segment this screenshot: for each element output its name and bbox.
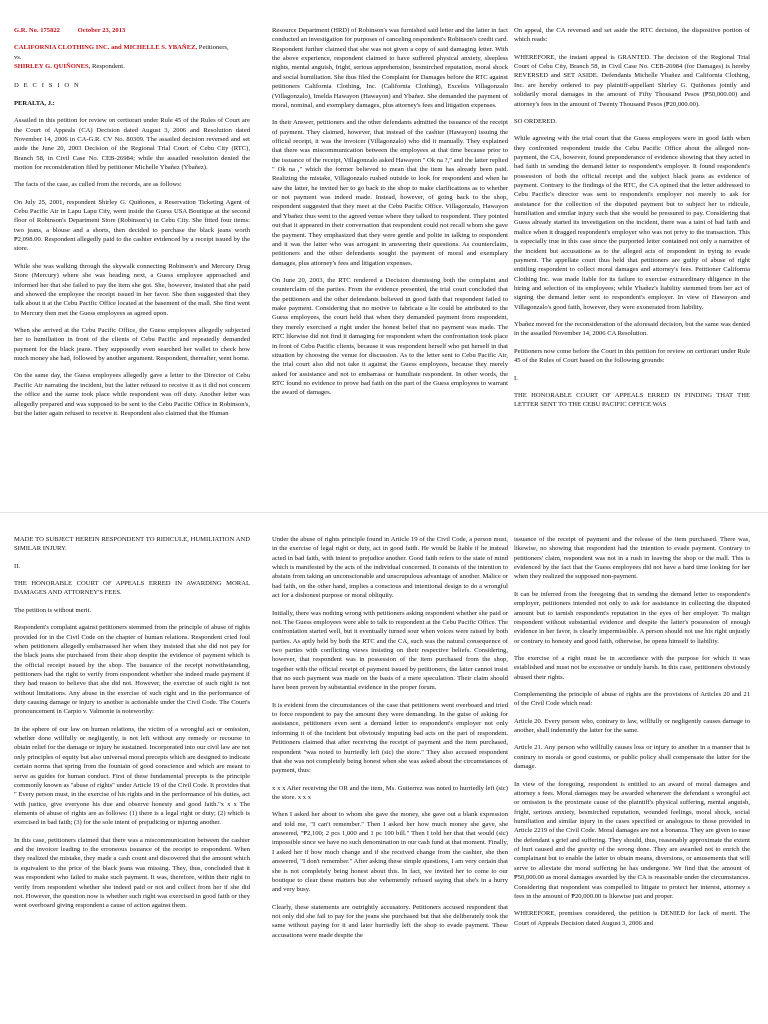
paragraph: In view of the foregoing, respondent is entitled to an award of moral damages and attorney s fees. Moral damages may be awarded whenever the defendant s wrongful act or omission is the proximate cause of the plaintiff's physical suffering, mental anguish, fright, serious anxiety, besmirched reputation, wounded feelings, moral shock, social humiliation and similar injury in the cases specified or analogous to those provided in Article 2219 of the Civil Code. Moral damages are not a bonanza. They are given to ease the defendant s grief and suffering. They should, thus, reasonably approximate the extent of hurt caused and the gravity of the wrong done. They are awarded not to enrich the complainant but to enable the latter to obtain means, diversions, or amusements that will serve to alleviate the moral suffering he has undergone. We find that the amount of ₱50,000.00 as moral damages awarded by the CA is reasonable under the circumstances. Considering that respondent was compelled to litigate to protect her interest, attorney s fees in the amount of ₱20,000.00 is likewise just and proper. [514, 780, 750, 900]
paragraph: Ybañez moved for the reconsideration of the aforesaid decision, but the same was denied in the assailed November 14, 2006 CA Resolution. [514, 321, 750, 338]
paragraph: Under the abuse of rights principle found in Article 19 of the Civil Code, a person must, in the exercise of legal right or duty, act in good faith. He would be liable if he instead acted in bad faith, with intent to prejudice another. Good faith refers to the state of mind which is manifested by the acts of the individual concerned. It consists of the intention to abstain from taking an unconscionable and unscrupulous advantage of another. Malice or bad faith, on the other hand, implies a conscious and intentional design to do a wrongful act for a dishonest purpose or moral obliquity. [272, 536, 508, 600]
page1-column-2 [272, 26, 508, 406]
ponente: PERALTA, J.: [14, 99, 55, 107]
quoted-letter: When I asked her about to whom she gave the money, she gave out a blank expression and told me, "I can't remember." Then I asked her how much money she gave, she answered, "₱2,100; 2 pcs 1,000 and 1 pc 100 bill." Then I told her that that would (sic) impossible since we have no such denomination in our cash fund at that moment. Finally, I asked her if how much change and if she received change from the cashier, she then answered, "I don't remember." After asking these simple questions, I am very certain that she is not completely being honest about this. In fact, we invited her to come to our boutique to clear these matters but she vehemently refused saying that she's in a hurry and very busy. [272, 811, 508, 894]
case-header [14, 26, 250, 35]
quoted-article-20: Article 20. Every person who, contrary to law, willfully or negligently causes damage to another, shall indemnify the latter for the same. [514, 717, 750, 735]
paragraph: It is evident from the circumstances of the case that petitioners went overboard and tried to force respondent to pay the amount they were demanding. In the guise of asking for assistance, petitioners even sent a demand letter to respondent's employer not only informing it of the incident but obviously imputing bad acts on the part of respondent. Petitioners claimed that after receiving the receipt of payment and the item purchased, respondent "was noted to hurriedly left (sic) the store." They also accused respondent that she was not completely being honest when she was asked about the circumstances of payment, thus: [272, 701, 508, 775]
paragraph: The facts of the case, as culled from the records, are as follows: [14, 181, 182, 189]
paragraph: Initially, there was nothing wrong with petitioners asking respondent whether she paid or not. The Guess employees were able to talk to respondent at the Cebu Pacific Office. The confrontation started well, but it eventually turned sour when voices were raised by both parties. As aptly held by both the RTC and the CA, such was the natural consequence of two parties with conflicting views insisting on their respective beliefs. Considering, however, that respondent was in possession of the item purchased from the shop, together with the official receipt of payment issued by petitioners, the latter cannot insist that no such payment was made on the basis of a mere speculation. Their claim should have been proven by substantial evidence in the proper forum. [272, 609, 508, 692]
ground-text: THE HONORABLE COURT OF APPEALS ERRED IN FINDING THAT THE LETTER SENT TO THE CEBU PACIFIC OFFICE WAS [514, 391, 750, 409]
quoted-article-21: Article 21. Any person who willfully causes loss or injury to another in a manner that is contrary to morals or good customs, or public policy shall compensate the latter for the damage. [514, 744, 750, 771]
paragraph: The petition is without merit. [14, 606, 92, 614]
case-parties [14, 43, 250, 71]
paragraph: It can be inferred from the foregoing that in sending the demand letter to respondent's employer, petitioners intended not only to ask for assistance in collecting the disputed amount but to tarnish respondent's reputation in the eyes of her employer. To malign respondent without substantial evidence and despite the latter's possession of enough evidence in her favor, is clearly impermissible. A person should not use his right unjustly or contrary to honesty and good faith, otherwise, he opens himself to liability. [514, 590, 750, 645]
decision-label: D E C I S I O N [14, 82, 81, 90]
page2-column-1 [14, 535, 250, 919]
paragraph: In this case, petitioners claimed that there was a miscommunication between the cashier and the invoicer leading to the erroneous issuance of the receipt to respondent. When they realized the mistake, they made a cash count and discovered that the amount which is equivalent to the price of the black jeans was missing. They, thus, concluded that it was respondent who failed to make such payment. It was, therefore, within their right to verify from respondent whether she indeed paid or not and collect from her if she did not. However, the question now is whether such right was exercised in good faith or they went overboard giving respondent a cause of action against them. [14, 836, 250, 910]
petitioners-suffix: Petitioners, [198, 44, 229, 52]
paragraph: While agreeing with the trial court that the Guess employees were in good faith when they confronted respondent inside the Cebu Pacific Office about the alleged non-payment, the CA, however, found preponderance of evidence showing that they acted in bad faith in sending the demand letter to respondent's employer. It found respondent's possession of both the official receipt and the subject black jeans as evidence of payment. Contrary to the findings of the RTC, the CA opined that the letter addressed to Cebu Pacific's director was sent to respondent's employer not merely to ask for assistance for the collection of the disputed payment but to subject her to ridicule, humiliation and similar injury such that she would be pressured to pay. Considering that Guess already started its investigation on the incident, there was a taint of bad faith and malice when it dragged respondent's employer who was not privy to the transaction. This is especially true in this case since the purported letter contained not only a narrative of the incident but accusations as to the alleged acts of respondent in trying to evade payment. The appellate court thus held that petitioners are guilty of abuse of right entitling respondent to collect moral damages and attorney's fees. Petitioner California Clothing Inc. was made liable for its failure to exercise extraordinary diligence in the hiring and selection of its employees; while Ybañez's liability stemmed from her act of signing the demand letter sent to respondent's employer. In view of Hawayon and Villagonzalo's good faith, however, they were exonerated from liability. [514, 135, 750, 311]
ground-text: MADE TO SUBJECT HEREIN RESPONDENT TO RIDICULE, HUMILIATION AND SIMILAR INJURY. [14, 536, 250, 553]
paragraph: WHEREFORE, premises considered, the petition is DENIED for lack of merit. The Court of Appeals Decision dated August 3, 2006 and [514, 910, 750, 927]
paragraph: Assailed in this petition for review on certiorari under Rule 45 of the Rules of Court are the Court of Appeals (CA) Decision dated August 3, 2006 and Resolution dated November 14, 2006 in CA-G.R. CV No. 80309. The assailed decision reversed and set aside the June 20, 2003 Decision of the Regional Trial Court of Cebu City (RTC), Branch 58, in Civil Case No. CEB-26984; while the assailed resolution denied the motion for reconsideration filed by petitioner Michelle Ybañez (Ybañez). [14, 117, 250, 171]
respondent-suffix: Respondent. [92, 63, 125, 71]
ground-text: THE HONORABLE COURT OF APPEALS ERRED IN AWARDING MORAL DAMAGES AND ATTORNEY'S FEES. [14, 580, 250, 597]
page1-column-3 [514, 26, 750, 418]
paragraph: Complementing the principle of abuse of rights are the provisions of Articles 20 and 21 of the Civil Code which read: [514, 691, 750, 708]
quoted-letter: x x x After receiving the OR and the item, Ms. Gutierrez was noted to hurriedly left (sic) the store. x x x [272, 784, 508, 801]
paragraph: Clearly, these statements are outrightly accusatory. Petitioners accused respondent that not only did she fail to pay for the jeans she purchased but that she deliberately took the same without paying for it and later hurriedly left the shop to evade payment. These accusations were made despite the [272, 903, 508, 939]
ground-number: II. [14, 562, 21, 570]
paragraph: Petitioners now come before the Court in this petition for review on certiorari under Rule 45 of the Rules of Court based on the following grounds: [514, 347, 750, 365]
quoted-carpio: In the sphere of our law on human relations, the victim of a wrongful act or omission, whether done willfully or negligently, is not left without any remedy or recourse to obtain relief for the damage or injury he sustained. Incorporated into our civil law are not only principles of equity but also universal moral precepts which are designed to indicate certain norms that spring from the fountain of good conscience and which are meant to serve as guides for human conduct. First of these fundamental precepts is the principle commonly known as "abuse of rights" under Article 19 of the Civil Code. It provides that " Every person must, in the exercise of his rights and in the performance of his duties, act with justice, give everyone his due and observe honesty and good faith."x x x The elements of abuse of rights are as follows: (1) there is a legal right or duty; (2) which is exercised in bad faith; (3) for the sole intent of prejudicing or injuring another. [14, 725, 250, 827]
paragraph: When she arrived at the Cebu Pacific Office, the Guess employees allegedly subjected her to humiliation in front of the clients of Cebu Pacific and repeatedly demanded payment for the black jeans. They supposedly even searched her wallet to check how much money she had, followed by another argument. Respondent, thereafter, went home. [14, 326, 250, 363]
page2-column-2 [272, 535, 508, 948]
ground-number: I. [514, 374, 518, 382]
paragraph: In their Answer, petitioners and the other defendants admitted the issuance of the receipt of payment. They claimed, however, that instead of the cashier (Hawayon) issuing the official receipt, it was the invoicer (Villagonzalo) who did it manually. They explained that there was miscommunication between the employees at that time because prior to the issuance of the receipt, Villagonzalo asked Hawayon " Ok na ?," and the latter replied " Ok na ," which the former believed to mean that the item has already been paid. Realizing the mistake, Villagonzalo rushed outside to look for respondent and when he saw the latter, he invited her to go back to the shop to make clarifications as to whether or not payment was indeed made. Instead, however, of going back to the shop, respondent suggested that they meet at the Cebu Pacific Office. Villagonzalo, Hawayon and Ybañez thus went to the agreed venue where they talked to respondent. They pointed out that it appeared in their conversation that respondent could not recall whom she gave the payment. They emphasized that they were gentle and polite in talking to respondent and it was the latter who was arrogant in answering their questions. As counterclaim, petitioners and the other defendants sought the payment of moral and exemplary damages, plus attorney's fees and litigation expenses. [272, 119, 508, 267]
case-number: G.R. No. 175822 [14, 27, 60, 34]
paragraph: On June 20, 2003, the RTC rendered a Decision dismissing both the complaint and counterclaim of the parties. From the evidence presented, the trial court concluded that the petitioners and the other defendants believed in good faith that respondent failed to make payment. Considering that no motive to fabricate a lie could be attributed to the Guess employees, the court held that when they demanded payment from respondent, they merely exercised a right under the honest belief that no payment was made. The RTC likewise did not find it damaging for respondent when the confrontation took place in front of Cebu Pacific clients, because it was respondent herself who put herself in that situation by choosing the venue for discussion. As to the letter sent to Cebu Pacific Air, the trial court also did not take it against the Guess employees, because they merely asked for assistance and not to embarrass or humiliate respondent. In other words, the RTC found no evidence to prove bad faith on the part of the Guess employees to warrant the award of damages. [272, 276, 508, 397]
paragraph: On July 25, 2001, respondent Shirley G. Quiñones, a Reservation Ticketing Agent of Cebu Pacific Air in Lapu Lapu City, went inside the Guess USA Boutique at the second floor of Robinson's Department Store (Robinson's) in Cebu City. She fitted four items: two jeans, a blouse and a shorts, then decided to purchase the black jeans worth ₱2,098.00. Respondent allegedly paid to the cashier evidenced by a receipt issued by the store. [14, 198, 250, 253]
paragraph: On appeal, the CA reversed and set aside the RTC decision, the dispositive portion of which reads: [514, 27, 750, 44]
paragraph: The exercise of a right must be in accordance with the purpose for which it was established and must not be excessive or unduly harsh. In this case, petitioners obviously abused their rights. [514, 654, 750, 681]
petitioners-name: CALIFORNIA CLOTHING INC. and MICHELLE S. YBAÑEZ, [14, 44, 198, 52]
versus-label: vs. [14, 53, 22, 61]
quoted-so-ordered: SO ORDERED. [514, 117, 557, 125]
paragraph: Resource Department (HRD) of Robinson's was furnished said letter and the latter in fact conducted an investigation for purposes of canceling respondent's Robinson's credit card. Respondent further claimed that she was not given a copy of said damaging letter. With the above experience, respondent claimed to have suffered physical anxiety, sleepless nights, mental anguish, fright, serious apprehension, besmirched reputation, moral shock and social humiliation. She thus filed the Complaint for Damages before the RTC against petitioners California Clothing, Inc. (California Clothing), Excelsis Villagonzalo (Villagonzalo), Imelda Hawayon (Hawayon) and Ybañez. She demanded the payment of moral, nominal, and exemplary damages, plus attorney's fees and litigation expenses. [272, 27, 508, 109]
document-page-2 [0, 512, 768, 1024]
page2-column-3 [514, 535, 750, 936]
paragraph: issuance of the receipt of payment and the release of the item purchased. There was, likewise, no showing that respondent had the intention to evade payment. Contrary to petitioners' claim, respondent was not in a rush in leaving the shop or the mall. This is evidenced by the fact that the Guess employees did not have a hard time looking for her when they realized the supposed non-payment. [514, 536, 750, 581]
respondent-name: SHIRLEY G. QUIÑONES, [14, 63, 91, 71]
case-date: October 23, 2013 [77, 27, 126, 34]
paragraph: Respondent's complaint against petitioners stemmed from the principle of abuse of rights provided for in the Civil Code on the chapter of human relations. Respondent cried foul when petitioners allegedly embarrassed her when they insisted that she did not pay for the black jeans she purchased from their shop despite the evidence of payment which is the official receipt issued by the shop. The issuance of the receipt notwithstanding, petitioners had the right to verify from respondent whether she indeed made payment if they had reason to believe that she did not. However, the exercise of such right is not without limitations. Any abuse in the exercise of such right and in the performance of duty causing damage or injury to another is actionable under the Civil Code. The Court's pronouncement in Carpio v. Valmonte is noteworthy: [14, 624, 250, 716]
page1-column-1 [14, 26, 250, 426]
quoted-dispositive: WHEREFORE, the instant appeal is GRANTED. The decision of the Regional Trial Court of Cebu City, Branch 58, in Civil Case No. CEB-26984 (for Damages) is hereby REVERSED and SET ASIDE. Defendants Michelle Ybañez and California Clothing, Inc. are hereby ordered to pay plaintiff-appellant Shirley G. Quiñones jointly and solidarily moral damages in the amount of Fifty Thousand Pesos (₱50,000.00) and attorney's fees in the amount of Twenty Thousand Pesos (₱20,000.00). [514, 53, 750, 108]
paragraph: While she was walking through the skywalk connecting Robinson's and Mercury Drug Store (Mercury) where she was heading next, a Guess employee approached and informed her that she failed to pay the item she got. She, however, insisted that she paid and showed the employee the receipt issued in her favor. She then suggested that they talk about it at the Cebu Pacific Office located at the basement of the mall. She first went to Mercury then met the Guess employees as agreed upon. [14, 262, 250, 317]
paragraph: On the same day, the Guess employees allegedly gave a letter to the Director of Cebu Pacific Air narrating the incident, but the latter refused to receive it as it did not concern the office and the same took place while respondent was off duty. Another letter was allegedly prepared and was supposed to be sent to the Cebu Pacific Office in Robinson's, but the latter again refused to receive it. Respondent also claimed that the Human [14, 372, 250, 417]
